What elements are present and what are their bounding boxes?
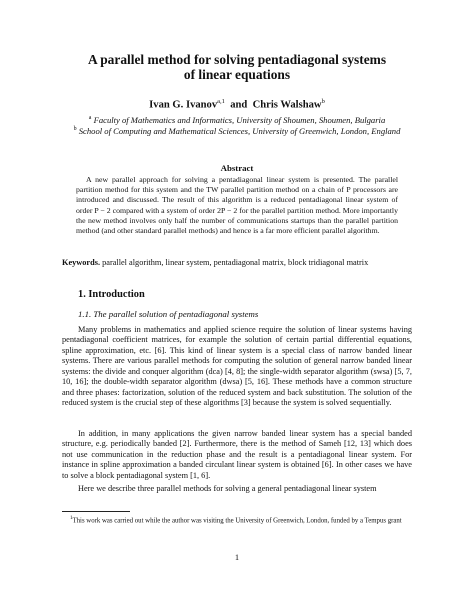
- affiliation-b: [70, 124, 404, 137]
- affiliation-a-mark: a: [88, 115, 92, 121]
- paper-title: [40, 52, 434, 82]
- affiliation-b-mark: b: [73, 126, 77, 132]
- footnote: [62, 515, 412, 526]
- page-number: 1: [234, 552, 240, 562]
- keywords-text: parallel algorithm, linear system, pentadiagonal matrix, block tridiagonal matrix: [102, 258, 369, 267]
- keywords: [62, 258, 412, 268]
- title-line-1: A parallel method for solving pentadiagonal systems: [87, 52, 387, 67]
- footnote-mark: 1: [70, 516, 73, 521]
- author-1-marks: a,1: [217, 98, 225, 105]
- author-1: Ivan G. Ivanov: [149, 99, 218, 111]
- section-heading: 1. Introduction: [78, 289, 145, 300]
- author-and: and: [230, 99, 248, 111]
- footnote-text: This work was carried out while the author was visiting the University of Greenwich, London, funded by a Tempus grant: [72, 517, 402, 525]
- title-line-2: of linear equations: [183, 67, 291, 82]
- subsection-heading: 1.1. The parallel solution of pentadiagonal systems: [78, 309, 259, 319]
- author-2-mark: b: [321, 98, 325, 105]
- abstract-body: A new parallel approach for solving a pentadiagonal linear system is presented. The parallel partition method for this system and the TW parallel partition method on a chain of P processors are introduced and discussed. The result of this algorithm is a reduced pentadiagonal linear system of order P − 2 compared with a system of order 2P − 2 for the parallel partition method. More importantly the new method involves only half the number of communications startups than the parallel partition method (and other standard parallel methods) and hence is a far more efficient parallel algorithm.: [76, 175, 398, 236]
- abstract-heading: Abstract: [220, 163, 254, 173]
- author-line: [40, 98, 434, 111]
- intro-paragraph-1: Many problems in mathematics and applied science require the solution of linear systems having pentadiagonal coefficient matrices, for example the solution of certain partial differential equations, spline approximation, etc. [6]. This kind of linear system is a special class of narrow banded linear systems. There are various parallel methods for computing the solution of general narrow banded linear systems: the divide and conquer algorithm (dca) [4, 8]; the single-width separator algorithm (swsa) [5, 7, 10, 16]; the double-width separator algorithm (dwsa) [5, 16]. These methods have a common structure and three phases: factorization, solution of the reduced system and back substitution. The solution of the reduced system is the crucial step of these algorithms [3] because the system is solved sequentially.: [62, 325, 412, 408]
- keywords-label: Keywords.: [62, 258, 101, 267]
- author-2: Chris Walshaw: [252, 99, 322, 111]
- footnote-rule: [62, 511, 130, 512]
- affiliation-a-text: Faculty of Mathematics and Informatics, University of Shoumen, Shoumen, Bulgaria: [93, 114, 386, 125]
- intro-paragraph-3: Here we describe three parallel methods for solving a general pentadiagonal linear system: [78, 484, 377, 493]
- affiliation-b-text: School of Computing and Mathematical Sciences, University of Greenwich, London, England: [78, 125, 401, 136]
- intro-paragraph-2: In addition, in many applications the given narrow banded linear system has a special banded structure, e.g. periodically banded [2]. Furthermore, there is the method of Sameh [12, 13] which does not use communication in the reduction phase and the result is a pentadiagonal linear system. For instance in spline approximation a banded circulant linear system is obtained [6]. In other cases we have to solve a block pentadiagonal system [1, 6].: [62, 429, 412, 480]
